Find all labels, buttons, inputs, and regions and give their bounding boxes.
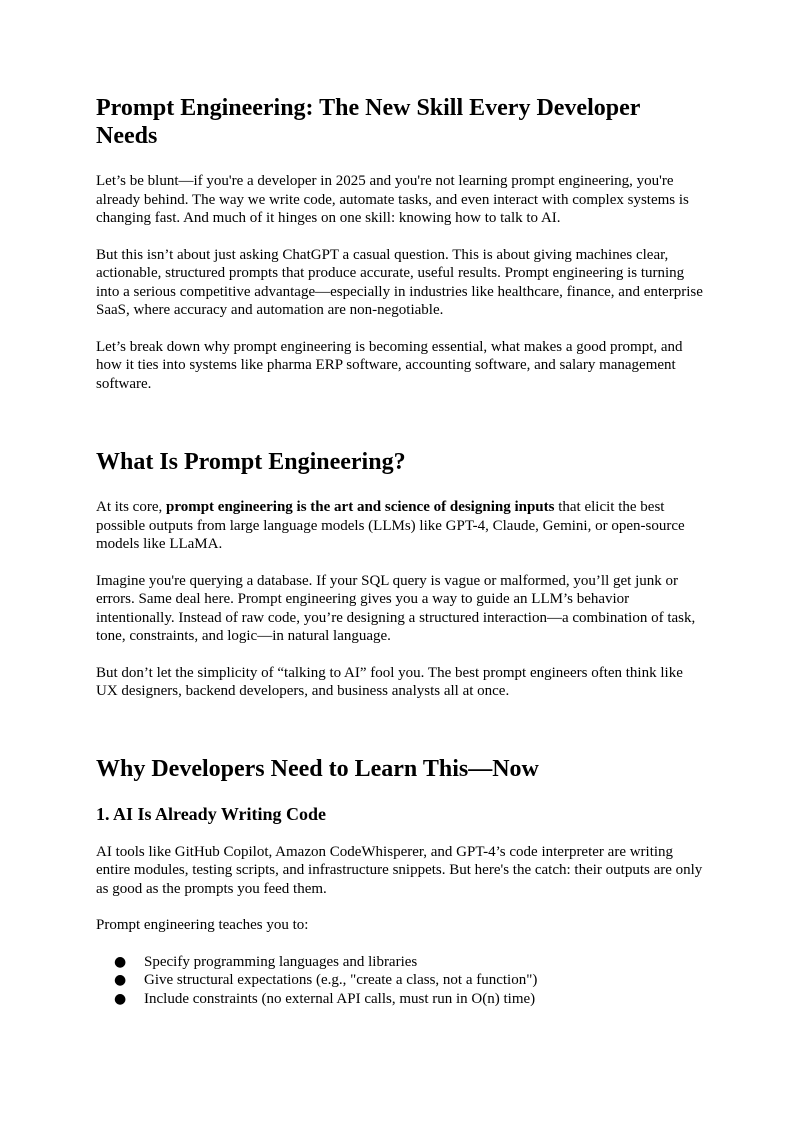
bullet-list xyxy=(96,953,706,1009)
what-p1-bold: prompt engineering is the art and science of designing inputs xyxy=(165,499,555,515)
bullet-icon: ● xyxy=(114,990,127,1007)
intro-paragraph-1: Let’s be blunt—if you're a developer in 2025 and you're not learning prompt engineering, you're already behind. The way we write code, automate tasks, and even interact with complex systems is changing fast. And much of it hinges on one skill: knowing how to talk to AI. xyxy=(96,173,689,226)
section-heading-why: Why Developers Need to Learn This—Now xyxy=(96,755,539,782)
list-item-text: Specify programming languages and libraries xyxy=(144,953,418,970)
bullet-icon: ● xyxy=(114,972,127,988)
document-title: Prompt Engineering: The New Skill Every Developer Needs xyxy=(96,95,640,149)
list-item xyxy=(96,990,706,1009)
intro-paragraph-3: Let’s break down why prompt engineering is becoming essential, what makes a good prompt, and how it ties into systems like pharma ERP software, accounting software, and salary management software. xyxy=(96,338,683,392)
list-item-text: Include constraints (no external API calls, must run in O(n) time) xyxy=(144,990,536,1007)
what-paragraph-1 xyxy=(96,498,706,554)
what-paragraph-2: Imagine you're querying a database. If your SQL query is vague or malformed, you’ll get junk or errors. Same deal here. Prompt engineering gives you a way to guide an LLM’s behavior intentionally. Instead of raw code, you’re designing a structured interaction—a combination of task, tone, constraints, and logic—in natural language. xyxy=(96,572,696,644)
bullet-icon: ● xyxy=(114,953,127,970)
what-p1-prefix: At its core, xyxy=(96,499,166,515)
ai-paragraph-2: Prompt engineering teaches you to: xyxy=(96,917,309,933)
what-p1-suffix: that elicit the best possible outputs from large language models (LLMs) like GPT-4, Claude, Gemini, or open-source models like LLaMA. xyxy=(96,499,685,552)
document-page xyxy=(96,94,706,1008)
list-item-text: Give structural expectations (e.g., "create a class, not a function") xyxy=(144,972,538,988)
ai-paragraph-1: AI tools like GitHub Copilot, Amazon CodeWhisperer, and GPT-4’s code interpreter are writing entire modules, testing scripts, and infrastructure snippets. But here's the catch: their outputs are only as good as the prompts you feed them. xyxy=(96,843,703,897)
subsection-heading-ai-writing-code: 1. AI Is Already Writing Code xyxy=(96,803,327,824)
list-item xyxy=(96,971,706,990)
section-heading-what: What Is Prompt Engineering? xyxy=(96,449,406,475)
list-item xyxy=(96,953,706,972)
intro-paragraph-2: But this isn’t about just asking ChatGPT a casual question. This is about giving machines clear, actionable, structured prompts that produce accurate, useful results. Prompt engineering is turning into a serious competitive advantage—especially in industries like healthcare, finance, and enterprise SaaS, where accuracy and automation are non-negotiable. xyxy=(96,246,703,318)
what-paragraph-3: But don’t let the simplicity of “talking to AI” fool you. The best prompt engineers often think like UX designers, backend developers, and business analysts all at once. xyxy=(96,664,683,699)
